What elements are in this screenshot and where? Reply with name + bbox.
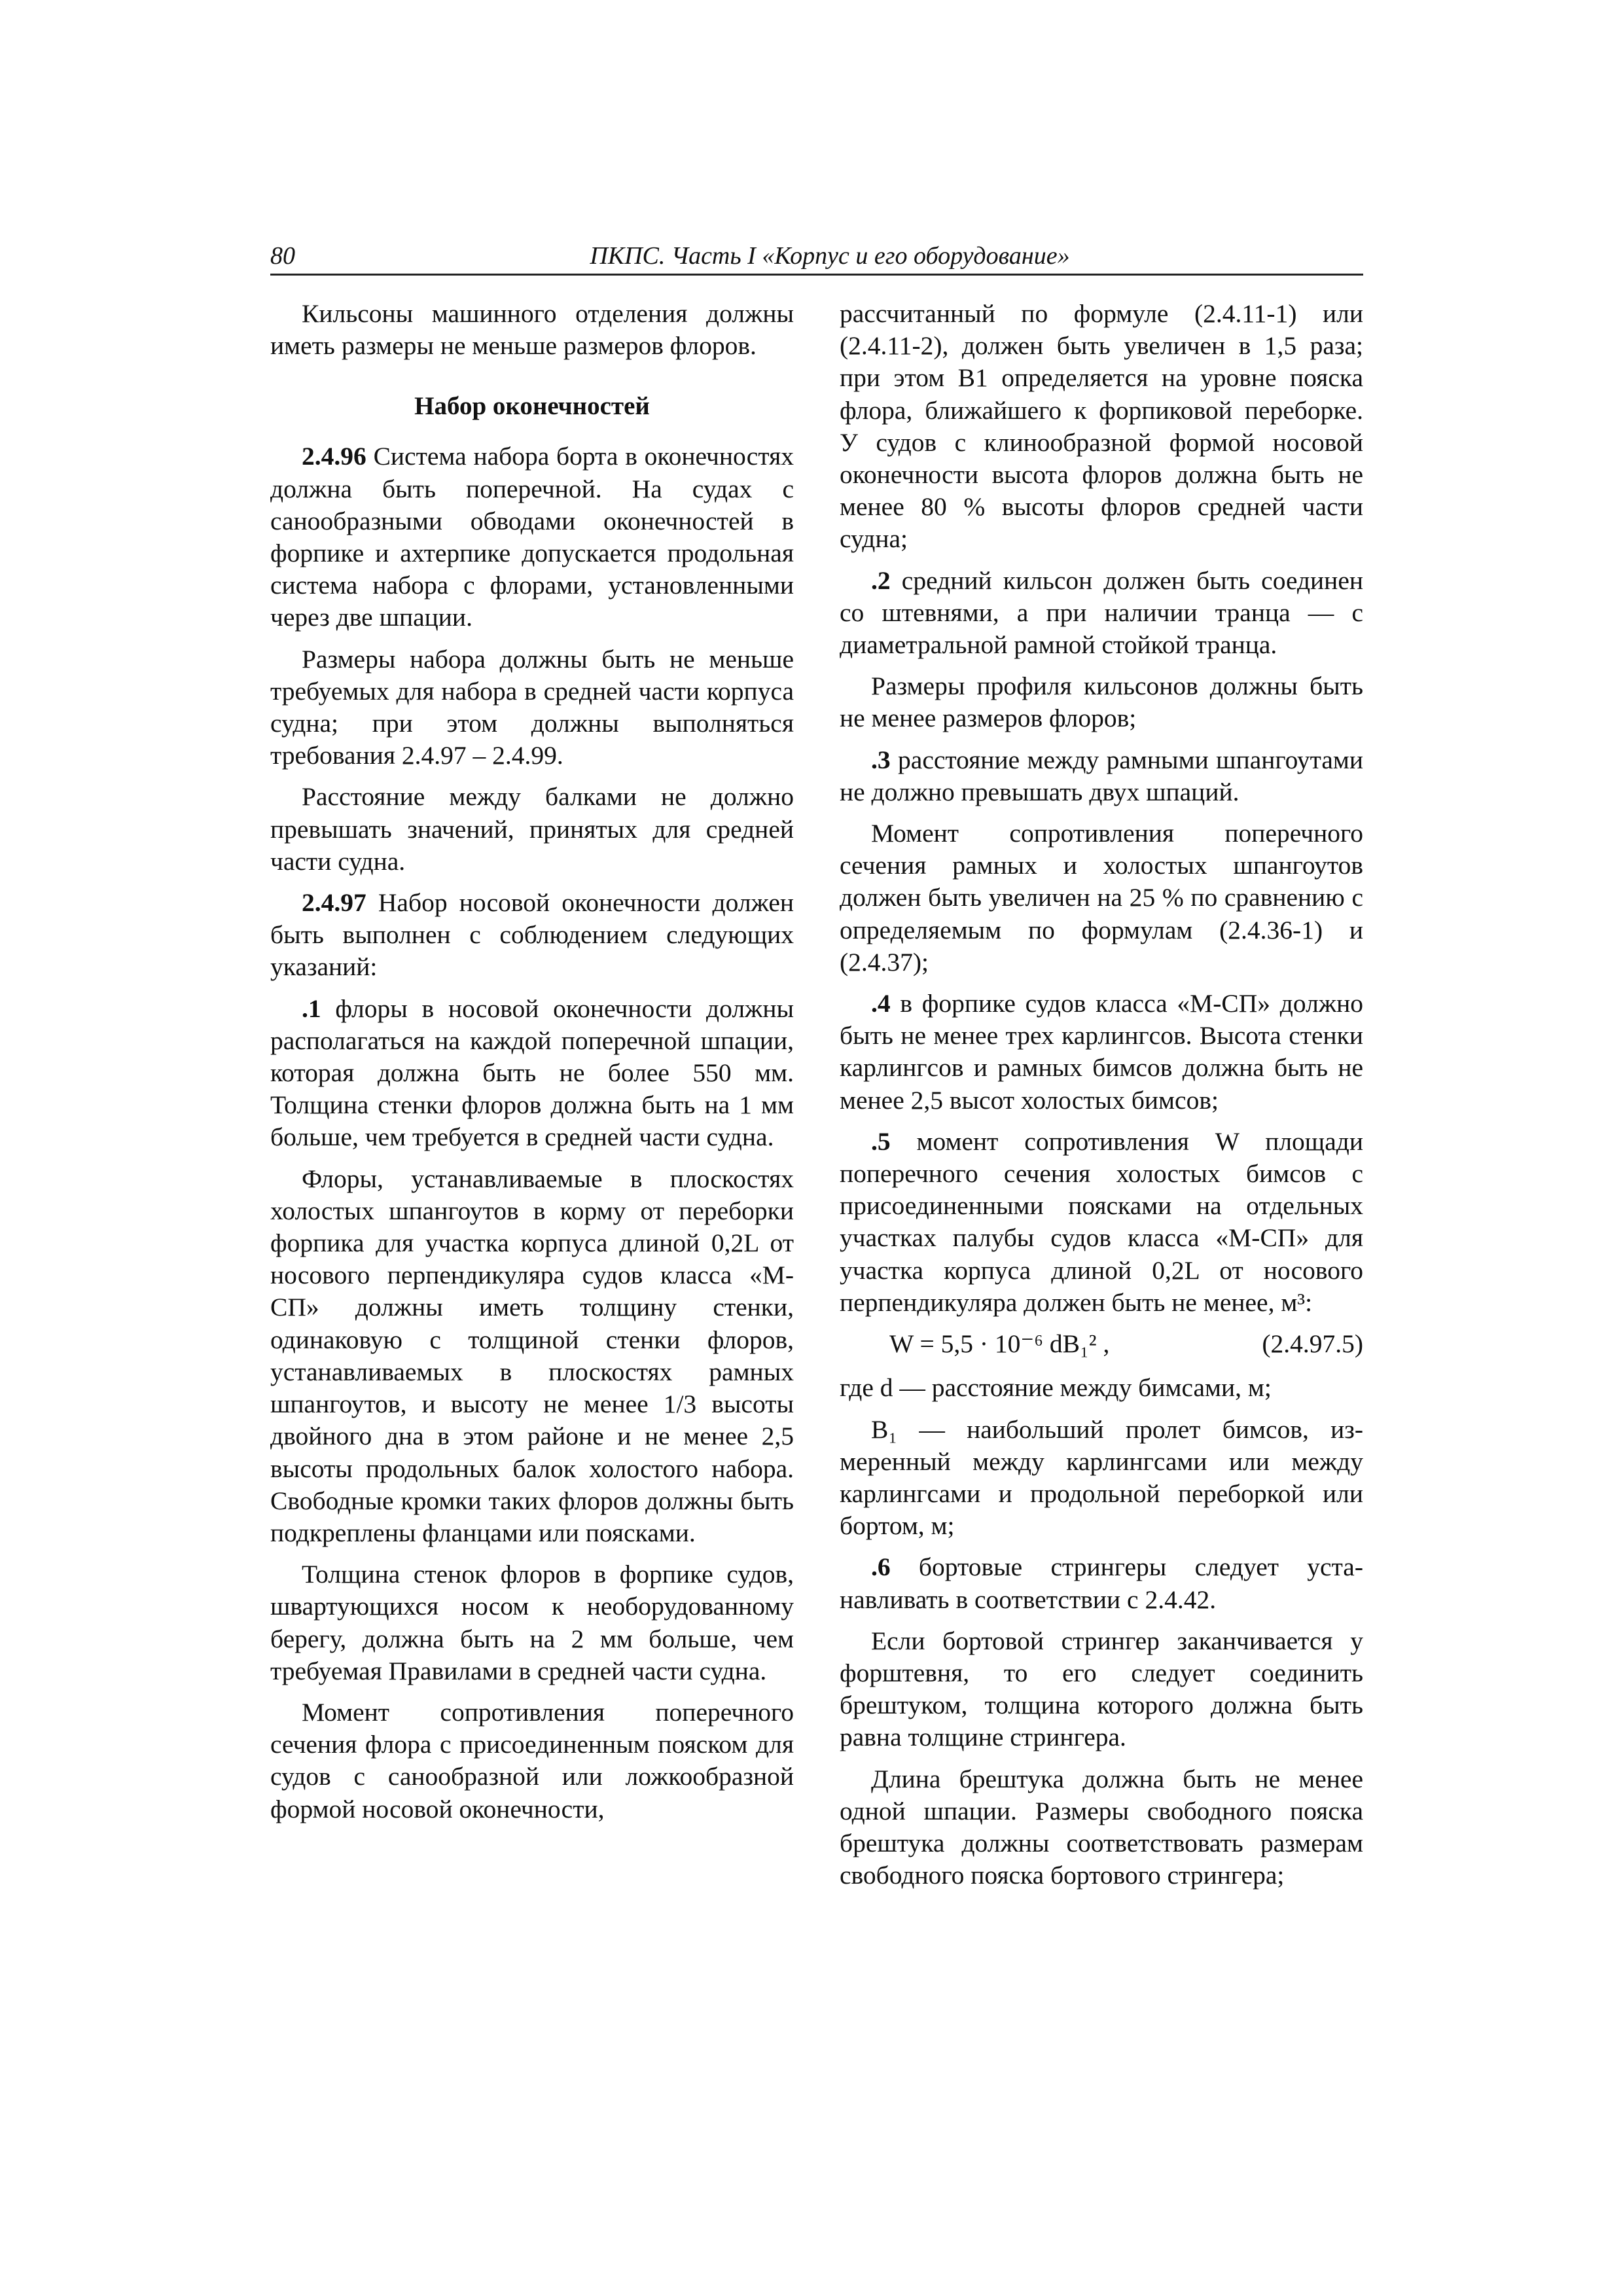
page-header (270, 241, 1363, 276)
clause-number: 2.4.96 (302, 442, 366, 471)
paragraph: 2.4.97 Набор носовой оконечности должен быть выполнен с соблюдением следующих указаний: (270, 888, 794, 982)
page-number: 80 (270, 242, 295, 270)
formula-expression: W = 5,5 · 10⁻⁶ dB₁² , (889, 1329, 1110, 1359)
paragraph: B₁ — наибольший пролет бимсов, измеренный между карлингсами или между карлингсами и продольной переборкой или бортом, м; (840, 1414, 1363, 1541)
paragraph: рассчитанный по формуле (2.4.11-1) или (2.4.11-2), должен быть увеличен в 1,5 раза; при этом B1 определяется на уровне пояска флора, ближайшего к форпиковой переборке. У судов с клинообразной формой носовой оконечности высота флоров должна быть не менее 80 % высоты флоров средней части судна; (840, 299, 1363, 554)
item-number: .4 (871, 989, 891, 1018)
paragraph: .6 бортовые стрингеры следует устанавливать в соответствии с 2.4.42. (840, 1552, 1363, 1614)
paragraph: Толщина стенок флоров в форпике судов, швартующихся носом к необорудованному берегу, должна быть на 2 мм больше, чем требуемая Правилами в средней части судна. (270, 1560, 794, 1685)
paragraph: .1 флоры в носовой оконечности должны располагаться на каждой поперечной шпации, которая должна быть не более 550 мм. Толщина стенки флоров должна быть на 1 мм больше, чем требуется в средней части судна. (270, 994, 794, 1152)
paragraph: Если бортовой стрингер заканчивается у форштевня, то его следует соединить брештуком, толщина которого должна быть равна толщине стрингера. (840, 1626, 1363, 1752)
item-number: .1 (302, 994, 321, 1023)
paragraph: Длина брештука должна быть не менее одной шпации. Размеры свободного пояска брештука должны соответствовать размерам свободного пояска бортового стрингера; (840, 1764, 1363, 1890)
paragraph: .3 расстояние между рамными шпангоутами не должно превышать двух шпаций. (840, 745, 1363, 806)
clause-number: 2.4.97 (302, 888, 366, 918)
right-column (840, 298, 1363, 1901)
paragraph: Момент сопротивления поперечного сечения флора с присоединенным пояском для судов с санообразной или ложкообразной формой носовой оконечности, (270, 1697, 794, 1823)
item-number: .3 (871, 745, 891, 774)
paragraph: где d — расстояние между бимсами, м; (840, 1373, 1272, 1403)
paragraph: .4 в форпике судов класса «М-СП» должно быть не менее трех карлингсов. Высота стенки карлингсов и рамных бимсов должна быть не менее 2,5 высот холостых бимсов; (840, 989, 1363, 1115)
formula-number: (2.4.97.5) (1262, 1329, 1363, 1359)
formula (840, 1328, 1363, 1360)
section-heading: Набор оконечностей (414, 392, 650, 421)
running-title: ПКПС. Часть I «Корпус и его оборудование» (590, 242, 1070, 270)
paragraph: Размеры профиля кильсонов должны быть не менее размеров флоров; (840, 672, 1363, 733)
paragraph: Момент сопротивления поперечного сечения рамных и холостых шпангоутов должен быть увеличен на 25 % по сравнению с определяемым по формулам (2.4.36-1) и (2.4.37); (840, 819, 1363, 977)
paragraph: Расстояние между балками не должно превышать значений, принятых для средней части судна. (270, 782, 794, 876)
paragraph: .2 средний кильсон должен быть соединен со штевнями, а при наличии транца — с диаметральной рамной стойкой транца. (840, 565, 1363, 660)
item-number: .6 (871, 1552, 891, 1582)
item-number: .5 (871, 1126, 891, 1156)
paragraph: Размеры набора должны быть не меньше требуемых для набора в средней части корпуса судна; при этом должны выполняться требования 2.4.97 – 2.4.99. (270, 644, 794, 770)
paragraph: Кильсоны машинного отделения должны иметь размеры не меньше размеров флоров. (270, 299, 794, 361)
left-column (270, 298, 794, 1835)
paragraph: Флоры, устанавливаемые в плоскостях холостых шпангоутов в корму от переборки форпика для участка корпуса длиной 0,2L от носового перпендикуляра судов класса «М-СП» должны иметь толщину стенки, одинаковую с толщиной стенки флоров, устанавливаемых в плоскостях рамных шпангоутов, и высоту не менее 1/3 высоты двойного дна в этом районе и не менее 2,5 высоты продольных балок холостого набора. Свободные кромки таких флоров должны быть подкреплены фланцами или поясками. (270, 1164, 794, 1547)
paragraph: .5 момент сопротивления W площади поперечного сечения холостых бимсов с присоединенными поясками на отдельных участках палубы судов класса «М-СП» для участка корпуса длиной 0,2L от носового перпендикуляра должен быть не менее, м³: (840, 1126, 1363, 1317)
item-number: .2 (871, 565, 891, 595)
paragraph: 2.4.96 Система набора борта в оконечностях должна быть поперечной. На судах с санообразными обводами оконечностей в форпике и ахтерпике допускается продольная система набора с флорами, установленными через две шпации. (270, 442, 794, 632)
